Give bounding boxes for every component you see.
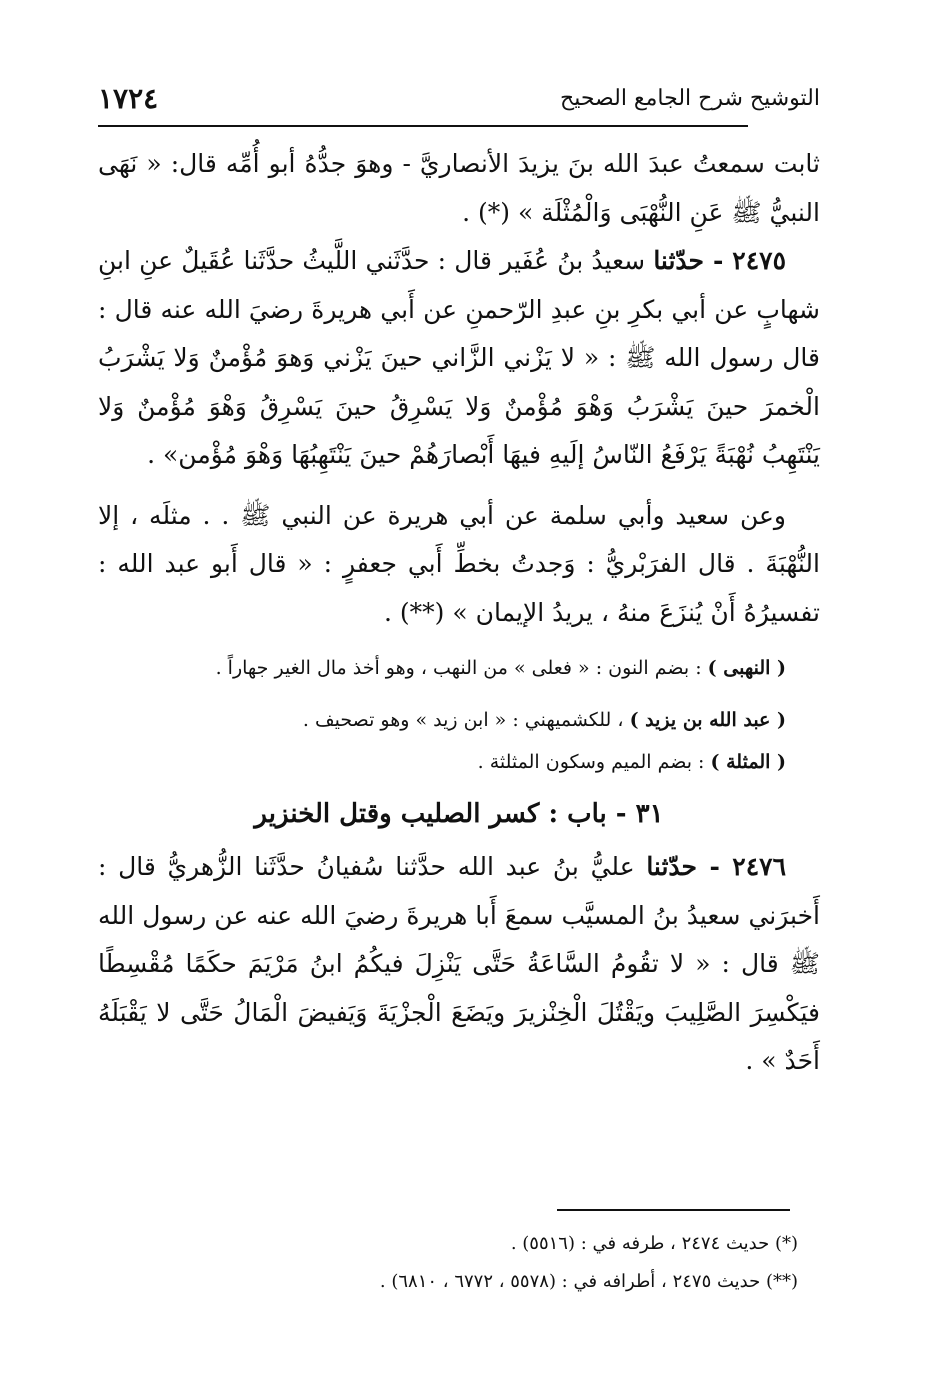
note-term: ( المثلة ) <box>710 751 786 773</box>
hadith-number: ٢٤٧٥ - حدّثنا <box>653 246 787 275</box>
note-text: : بضم الميم وسكون المثلثة . <box>477 751 705 773</box>
running-title: التوشيح شرح الجامع الصحيح <box>560 85 820 111</box>
page-header <box>98 78 820 118</box>
header-rule <box>98 125 748 127</box>
hadith-text: عليُّ بنُ عبد الله حدَّثنا سُفيانُ حدَّثَنا الزُّهريُّ قال : أَخبرَني سعيدُ بنُ المسيَّب سمعَ أَبا هريرةَ رضيَ الله عنه عن رسول الله ﷺ قال : « لا تقُومُ السَّاعَةُ حَتَّى يَنْزِلَ فيكُمُ ابنُ مَرْيَمَ حكَمًا مُقْسِطًا فيَكْسِرَ الصَّلِيبَ ويَقْتُلَ الْخِنْزيرَ ويَضَعَ الْجزْيَةَ وَيَفيضَ الْمَالُ حَتَّى لا يَقْبَلَهُ أَحَدٌ » . <box>98 852 820 1075</box>
footnotes <box>98 1225 798 1301</box>
footnote-2: (**) حديث ٢٤٧٥ ، أطرافه في : (٥٥٧٨ ، ٦٧٧٢ ، ٦٨١٠) . <box>379 1271 798 1292</box>
paragraph-narration: وعن سعيد وأبي سلمة عن أبي هريرة عن النبي ﷺ . . مثلَه ، إلا النُّهْبَةَ . قال الفرَبْريُّ : وَجدتُ بخطِّ أَبي جعفرٍ : « قال أَبو عبد الله : تفسيرُهُ أَنْ يُنزَعَ منهُ ، يريدُ الإيمان » (**) . <box>98 500 820 627</box>
note-term: ( النهبى ) <box>707 657 786 679</box>
commentary-note <box>98 741 820 783</box>
note-text: ، للكشميهني : « ابن زيد » وهو تصحيف . <box>302 709 624 731</box>
page-number: ١٧٢٤ <box>98 81 159 115</box>
paragraph-continuation: ثابت سمعتُ عبدَ الله بنَ يزيدَ الأنصاريَّ - وهوَ جدُّهُ أبو أُمِّه قال: « نَهَى النبيُّ ﷺ عَنِ النُّهْبَى وَالْمُثْلَة » (*) . <box>98 149 820 227</box>
footnote-rule <box>557 1209 790 1211</box>
commentary-note <box>98 699 820 741</box>
note-text: : بضم النون : « فعلى » من النهب ، وهو أخذ مال الغير جهاراً . <box>215 657 702 679</box>
note-term: ( عبد الله بن يزيد ) <box>629 709 786 731</box>
footnote-1: (*) حديث ٢٤٧٤ ، طرفه في : (٥٥١٦) . <box>510 1233 798 1254</box>
hadith-number: ٢٤٧٦ - حدّثنا <box>646 852 786 881</box>
main-text <box>98 140 820 1086</box>
hadith-2475 <box>98 237 820 480</box>
hadith-2476 <box>98 843 820 1086</box>
hadith-text: سعيدُ بنُ عُفَير قال : حدَّثَني اللَّيثُ حدَّثَنا عُقَيلٌ عنِ ابنِ شهابٍ عن أبي بكرِ بنِ عبدِ الرّحمنِ عن أَبي هريرةَ رضيَ الله عنه قال : قال رسول الله ﷺ : « لا يَزْني الزَّاني حينَ يَزْني وَهوَ مُؤْمنٌ وَلا يَشْرَبُ الْخمرَ حينَ يَشْرَبُ وَهْوَ مُؤْمنٌ وَلا يَسْرِقُ حينَ يَسْرِقُ وَهْوَ مُؤْمنٌ وَلا يَنْتَهِبُ نُهْبَةً يَرْفَعُ النّاسُ إلَيهِ فيهَا أَبْصارَهُمْ حينَ يَنْتَهِبُهَا وَهْوَ مُؤْمن» . <box>98 246 820 469</box>
chapter-title: ٣١ - باب : كسر الصليب وقتل الخنزير <box>254 799 664 829</box>
commentary-note <box>98 647 820 689</box>
